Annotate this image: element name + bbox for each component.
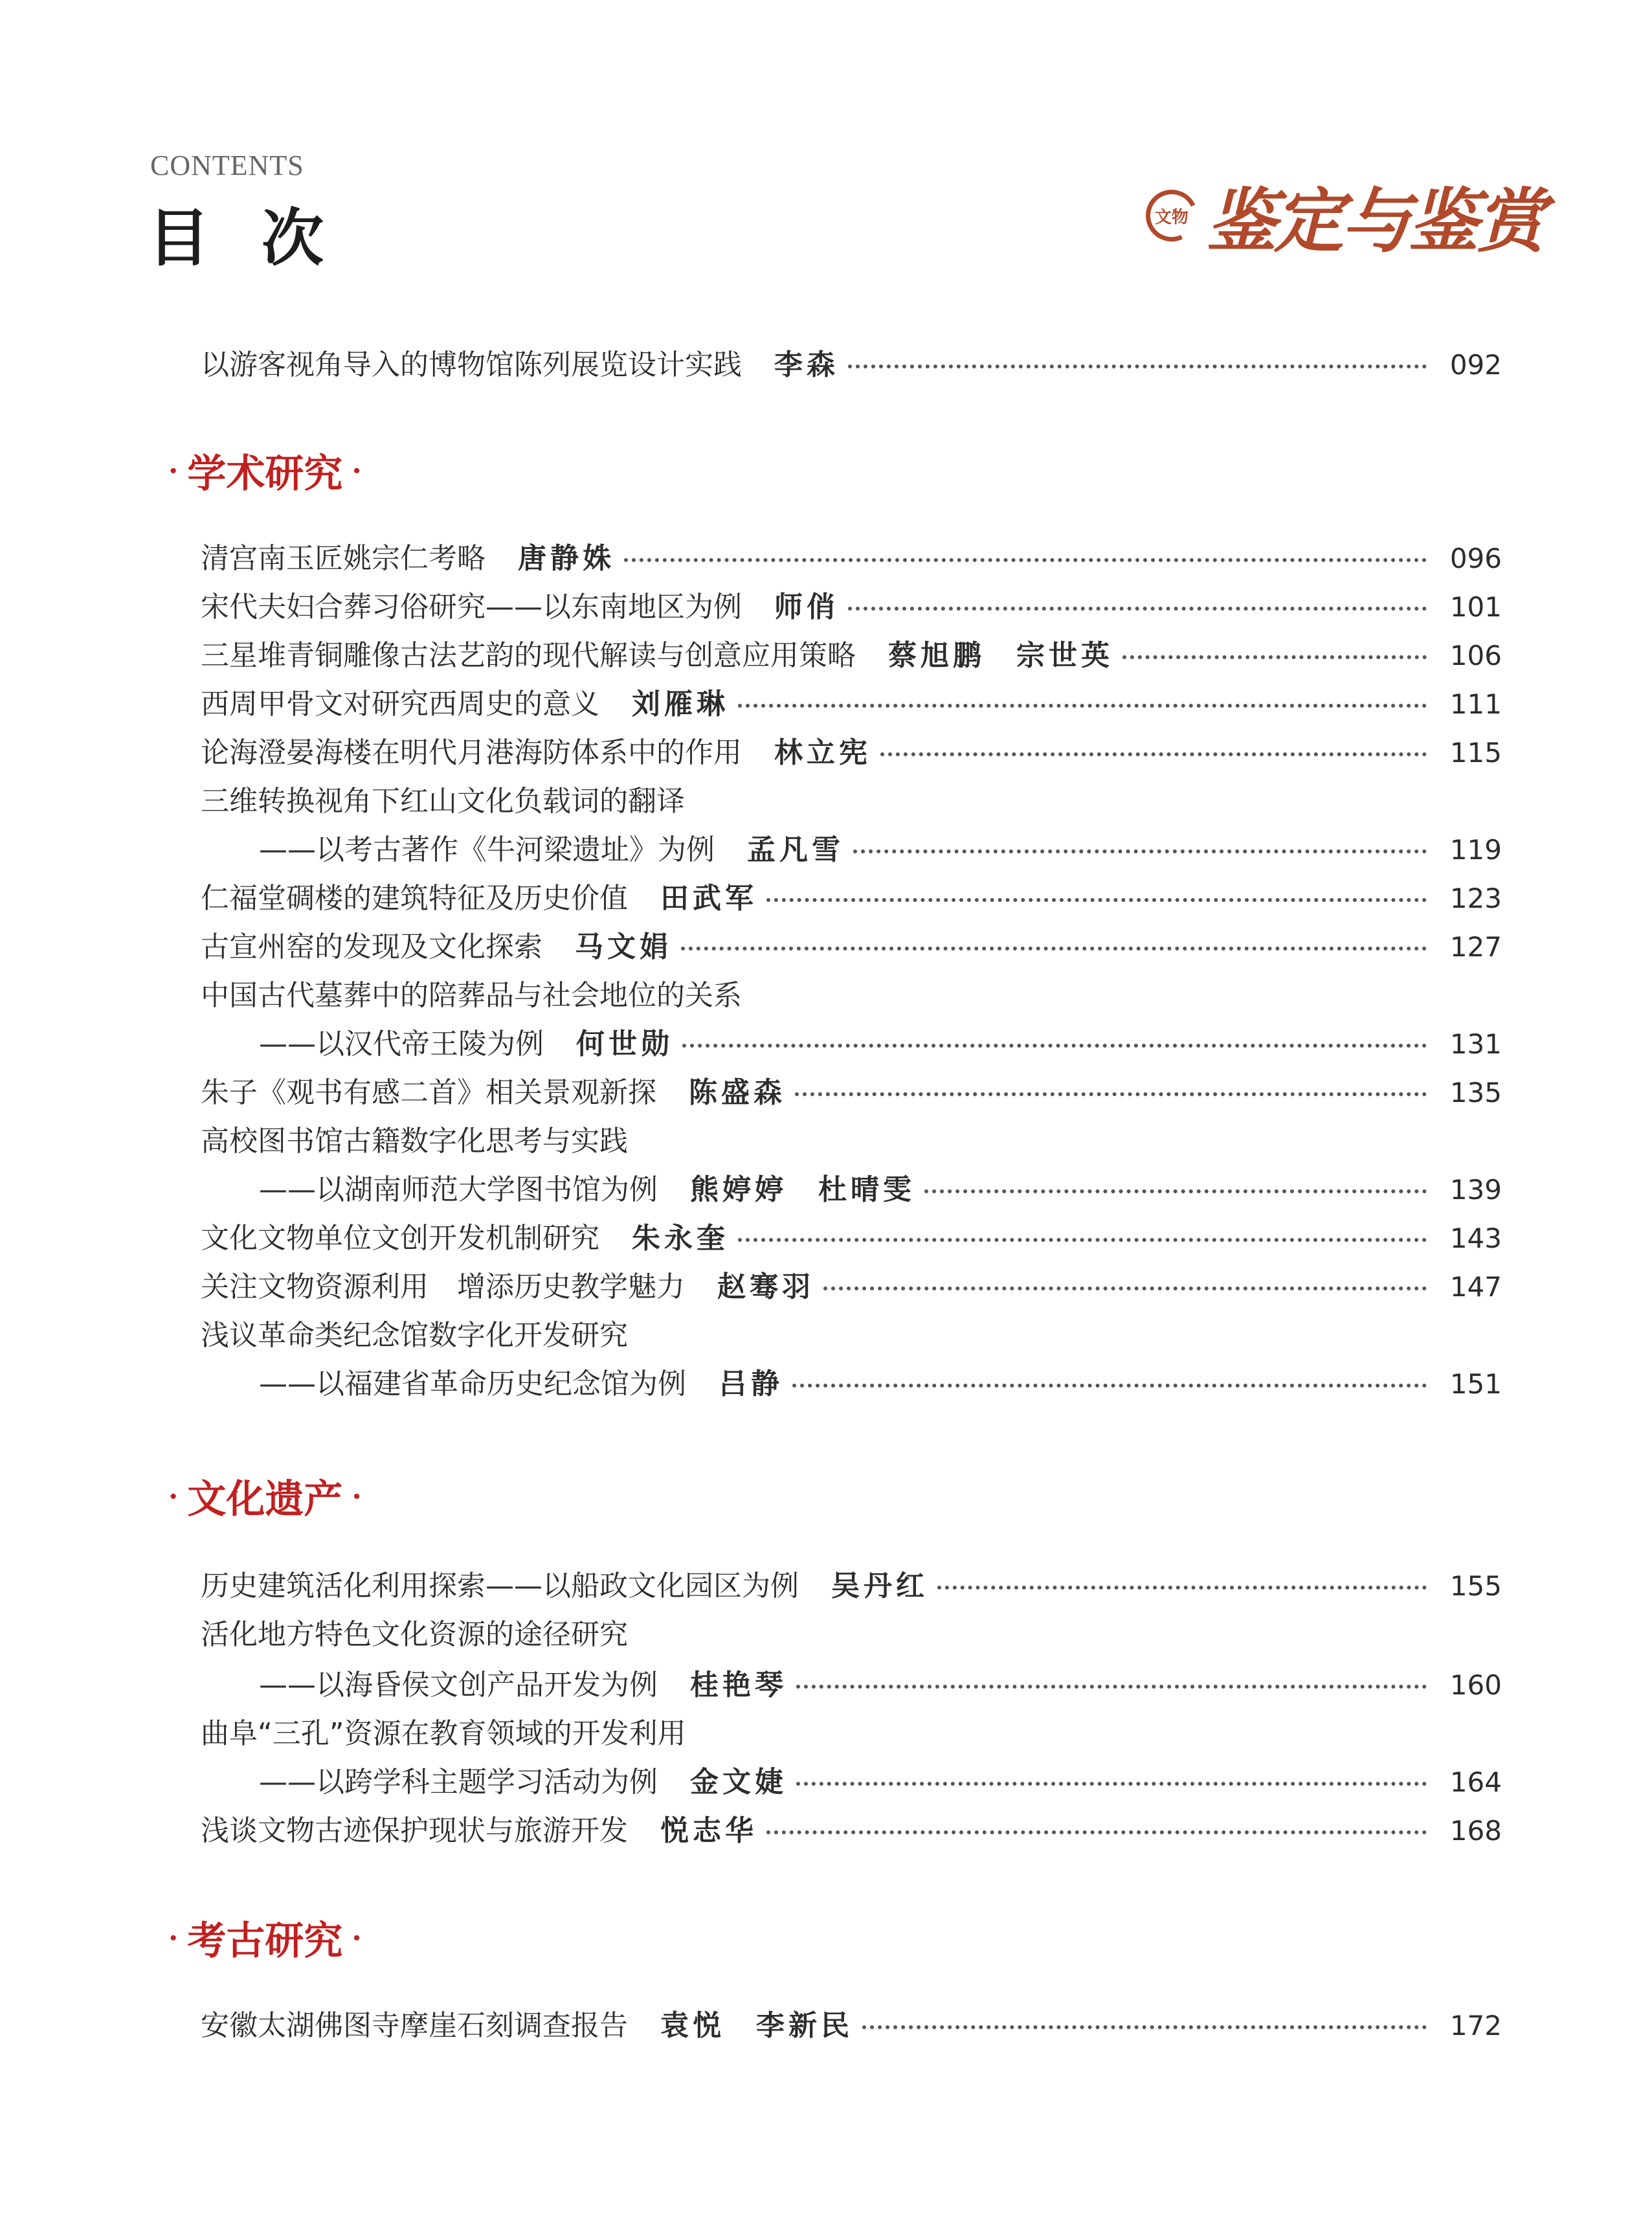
toc-entry-subtitle-line[interactable] [259,1024,1502,1064]
entry-author: 孟凡雪 [747,833,844,866]
toc-entry[interactable] [201,684,1502,725]
entry-author: 唐静姝 [518,542,615,575]
entry-page: 106 [1449,640,1502,671]
entry-page: 172 [1449,2010,1502,2041]
entry-title: 活化地方特色文化资源的途径研究 [201,1618,628,1651]
dot-leader [796,1685,1427,1689]
logo-seal-icon [1139,182,1205,249]
toc-entry-subtitle-line[interactable] [259,1170,1502,1210]
entry-author: 赵骞羽 [717,1270,814,1303]
logo-text: 鉴定与鉴赏 [1207,181,1544,262]
entry-title: 历史建筑活化利用探索——以船政文化园区为例 [201,1569,799,1602]
section-label: 考古研究 [187,1918,343,1964]
toc-entry-title-line[interactable] [201,976,1502,1016]
entry-author: 袁悦 [660,2009,725,2042]
page-title: 目次 [148,201,375,275]
entry-page: 135 [1449,1077,1502,1108]
toc-entry-title-line[interactable] [201,1316,1502,1356]
entry-page: 101 [1449,591,1502,623]
dot-leader [795,1092,1427,1096]
section-label: 学术研究 [187,451,343,497]
entry-author: 桂艳琴 [690,1669,787,1702]
section-dot: · [168,454,179,488]
toc-entry[interactable] [201,345,1502,385]
dot-leader [766,898,1427,902]
entry-page: 119 [1449,834,1502,866]
entry-title: 古宣州窑的发现及文化探索 [201,930,542,963]
entry-subtitle: ——以跨学科主题学习活动为例 [259,1766,658,1799]
entry-subtitle: ——以汉代帝王陵为例 [259,1028,544,1061]
entry-page: 151 [1449,1368,1502,1400]
entry-page: 127 [1449,931,1502,963]
dot-leader [862,2025,1427,2029]
dot-leader [796,1782,1427,1786]
entry-title: 高校图书馆古籍数字化思考与实践 [201,1125,628,1158]
entry-author: 吕静 [719,1367,783,1400]
entry-page: 147 [1449,1271,1502,1303]
dot-leader [738,1238,1427,1242]
section-heading [159,1468,371,1524]
toc-entry[interactable] [201,1811,1502,1851]
section-dot: · [352,1479,362,1513]
dot-leader [823,1287,1427,1290]
entry-subtitle: ——以海昏侯文创产品开发为例 [259,1669,658,1702]
entry-title: 浅议革命类纪念馆数字化开发研究 [201,1319,628,1352]
dot-leader [681,947,1427,950]
entry-author: 李森 [774,348,839,381]
dot-leader [792,1384,1427,1388]
toc-entry-subtitle-line[interactable] [259,1665,1502,1705]
toc-entry[interactable] [201,539,1502,579]
entry-author: 吴丹红 [831,1569,928,1602]
entry-subtitle: ——以考古著作《牛河梁遗址》为例 [259,833,715,866]
entry-title: 曲阜“三孔”资源在教育领域的开发利用 [201,1717,686,1750]
entry-author: 熊婷婷 [690,1173,787,1206]
entry-title: 宋代夫妇合葬习俗研究——以东南地区为例 [201,590,742,624]
section-label: 文化遗产 [187,1477,343,1522]
toc-entry[interactable] [201,587,1502,627]
entry-page: 131 [1449,1028,1502,1060]
toc-entry-title-line[interactable] [201,1714,1502,1754]
entry-title: 安徽太湖佛图寺摩崖石刻调查报告 [201,2009,628,2042]
toc-entry-title-line[interactable] [201,1121,1502,1162]
entry-page: 160 [1449,1669,1502,1701]
entry-author: 李新民 [756,2009,853,2042]
toc-entry[interactable] [201,1566,1502,1606]
entry-subtitle: ——以福建省革命历史纪念馆为例 [259,1367,686,1400]
toc-entry[interactable] [201,1219,1502,1259]
entry-author: 师俏 [774,590,839,624]
entry-page: 155 [1449,1570,1502,1602]
entry-page: 123 [1449,883,1502,914]
entry-author: 宗世英 [1016,639,1113,672]
section-heading [159,443,371,499]
journal-logo [1146,165,1543,265]
dot-leader [766,1830,1427,1834]
entry-page: 111 [1449,688,1502,720]
dot-leader [848,607,1427,611]
entry-author: 林立宪 [774,736,871,769]
entry-title: 仁福堂碉楼的建筑特征及历史价值 [201,882,628,915]
dot-leader [924,1189,1427,1193]
entry-author: 蔡旭鹏 [888,639,985,672]
entry-title: 关注文物资源利用 增添历史教学魅力 [201,1270,685,1303]
entry-title: 三维转换视角下红山文化负载词的翻译 [201,785,685,818]
toc-entry-subtitle-line[interactable] [259,1762,1502,1803]
toc-entry[interactable] [201,927,1502,967]
section-dot: · [168,1479,179,1513]
entry-title: 论海澄晏海楼在明代月港海防体系中的作用 [201,736,742,769]
dot-leader [848,365,1427,368]
entry-page: 143 [1449,1222,1502,1254]
entry-author: 田武军 [660,882,757,915]
entry-page: 096 [1449,543,1502,574]
dot-leader [1122,655,1427,659]
entry-page: 115 [1449,737,1502,769]
entry-page: 168 [1449,1815,1502,1847]
entry-title: 浅谈文物古迹保护现状与旅游开发 [201,1814,628,1847]
dot-leader [682,1044,1427,1048]
toc-entry[interactable] [201,636,1502,676]
toc-entry-subtitle-line[interactable] [259,1364,1502,1404]
entry-author: 悦志华 [660,1814,757,1847]
entry-title: 西周甲骨文对研究西周史的意义 [201,688,599,721]
entry-author: 何世勋 [576,1028,673,1061]
entry-page: 092 [1449,349,1502,381]
entry-page: 164 [1449,1766,1502,1798]
entry-title: 中国古代墓葬中的陪葬品与社会地位的关系 [201,979,742,1012]
entry-title: 朱子《观书有感二首》相关景观新探 [201,1076,656,1109]
toc-entry[interactable] [201,879,1502,919]
section-dot: · [168,1921,179,1955]
entry-subtitle: ——以湖南师范大学图书馆为例 [259,1173,658,1206]
entry-title: 以游客视角导入的博物馆陈列展览设计实践 [201,348,742,381]
dot-leader [853,849,1427,853]
entry-author: 陈盛森 [689,1076,786,1109]
toc-entry-subtitle-line[interactable] [259,830,1502,870]
toc-entry[interactable] [201,1267,1502,1307]
entry-author: 刘雁琳 [632,688,729,721]
entry-title: 三星堆青铜雕像古法艺韵的现代解读与创意应用策略 [201,639,856,672]
dot-leader [738,704,1427,708]
section-dot: · [352,454,362,488]
entry-author: 金文婕 [690,1766,787,1799]
dot-leader [624,558,1427,562]
logo-seal-text: 文物 [1154,207,1189,227]
toc-entry-title-line[interactable] [201,781,1502,822]
section-heading [159,1910,371,1966]
dot-leader [937,1586,1427,1590]
dot-leader [880,752,1427,756]
entry-page: 139 [1449,1174,1502,1206]
contents-en-label: CONTENTS [150,150,304,181]
entry-author: 杜晴雯 [818,1173,915,1206]
entry-title: 清宫南玉匠姚宗仁考略 [201,542,486,575]
toc-entry[interactable] [201,1073,1502,1113]
toc-entry[interactable] [201,2006,1502,2046]
entry-title: 文化文物单位文创开发机制研究 [201,1222,599,1255]
entry-author: 马文娟 [575,930,672,963]
section-dot: · [352,1921,362,1955]
toc-entry-title-line[interactable] [201,1615,1502,1655]
entry-author: 朱永奎 [632,1222,729,1255]
toc-entry[interactable] [201,733,1502,773]
